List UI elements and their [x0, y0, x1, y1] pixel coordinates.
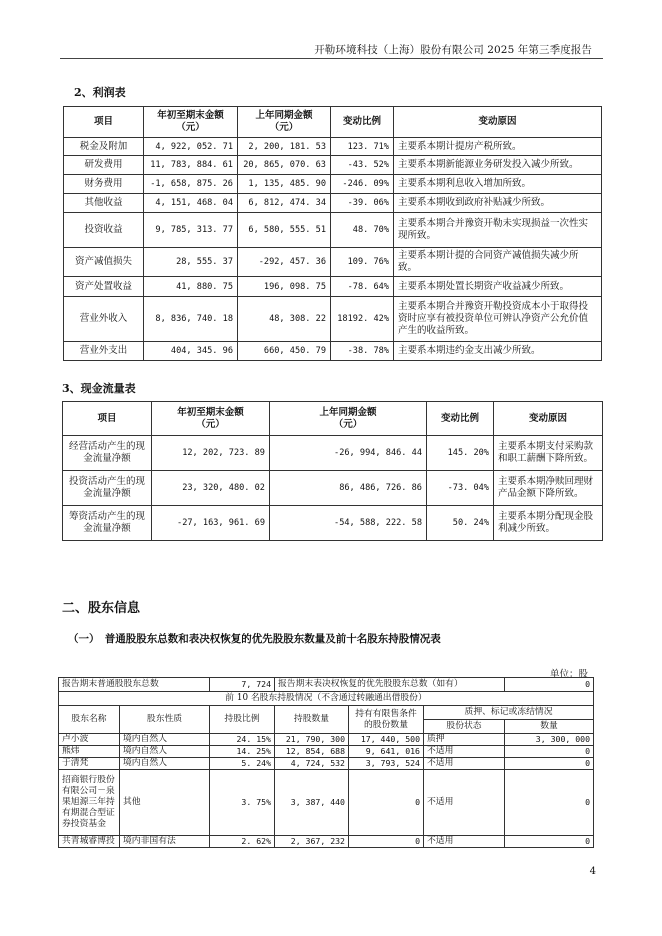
cash-header-row — [63, 402, 603, 436]
shareholder-nature: 其他 — [120, 770, 210, 836]
shareholder-ratio: 2. 62% — [210, 836, 275, 848]
row-change: 50. 24% — [427, 506, 494, 541]
row-prior: 196, 098. 75 — [238, 277, 331, 297]
row-change: 18192. 42% — [331, 297, 394, 342]
table-row — [64, 194, 602, 213]
cash-section-title: 3、现金流量表 — [62, 382, 136, 395]
row-reason: 主要系本期支付采购款和职工薪酬下降所致。 — [494, 436, 603, 471]
col-share-status: 股份状态 — [424, 720, 505, 734]
row-current: 9, 785, 313. 77 — [144, 213, 238, 248]
shareholder-pledge-count: 0 — [505, 770, 594, 836]
row-item: 投资收益 — [64, 213, 144, 248]
shareholder-status: 不适用 — [424, 836, 505, 848]
shareholder-restricted: 9, 641, 016 — [349, 746, 424, 758]
summary-row — [59, 678, 594, 692]
shareholder-pledge-count: 0 — [505, 836, 594, 848]
col-restricted: 持有有限售条件的股份数量 — [349, 706, 424, 734]
profit-col-current: 年初至期末金额 （元） — [144, 107, 238, 138]
table-row — [59, 758, 594, 770]
row-item: 财务费用 — [64, 175, 144, 194]
shareholder-quantity: 2, 367, 232 — [275, 836, 349, 848]
table-row — [63, 506, 603, 541]
shareholder-quantity: 3, 387, 440 — [275, 770, 349, 836]
shareholder-name: 共青城睿博投 — [59, 836, 120, 848]
table-row — [64, 156, 602, 175]
cash-col-prior: 上年同期金额 （元） — [270, 402, 427, 436]
table-row — [59, 770, 594, 836]
row-item: 营业外收入 — [64, 297, 144, 342]
profit-table — [63, 106, 602, 361]
table-row — [64, 297, 602, 342]
cash-col-current: 年初至期末金额 （元） — [152, 402, 270, 436]
row-current: 4, 922, 052. 71 — [144, 138, 238, 156]
shareholders-subtitle: （一） 普通股股东总数和表决权恢复的优先股股东数量及前十名股东持股情况表 — [68, 633, 441, 645]
row-current: 404, 345. 96 — [144, 342, 238, 361]
row-change: -38. 78% — [331, 342, 394, 361]
row-current: -1, 658, 875. 26 — [144, 175, 238, 194]
total-holders-value: 7, 724 — [210, 678, 275, 692]
shareholder-name: 熊炜 — [59, 746, 120, 758]
row-change: 109. 76% — [331, 248, 394, 277]
profit-col-prior: 上年同期金额 （元） — [238, 107, 331, 138]
row-prior: 2, 200, 181. 53 — [238, 138, 331, 156]
row-reason: 主要系本期违约金支出减少所致。 — [394, 342, 602, 361]
row-change: -73. 04% — [427, 471, 494, 506]
row-prior: 6, 580, 555. 51 — [238, 213, 331, 248]
row-item: 经营活动产生的现金流量净额 — [63, 436, 152, 471]
shareholder-status: 不适用 — [424, 770, 505, 836]
row-prior: -54, 588, 222. 58 — [270, 506, 427, 541]
shareholder-name: 招商银行股份有限公司－泉果旭源三年持有期混合型证券投资基金 — [59, 770, 120, 836]
shareholder-status: 不适用 — [424, 746, 505, 758]
row-change: -78. 64% — [331, 277, 394, 297]
row-reason: 主要系本期新能源业务研发投入减少所致。 — [394, 156, 602, 175]
row-item: 研发费用 — [64, 156, 144, 175]
shareholders-section-title: 二、股东信息 — [62, 601, 141, 616]
row-prior: 48, 308. 22 — [238, 297, 331, 342]
row-current: 12, 202, 723. 89 — [152, 436, 270, 471]
row-current: 11, 783, 884. 61 — [144, 156, 238, 175]
row-item: 资产处置收益 — [64, 277, 144, 297]
cash-col-item: 项目 — [63, 402, 152, 436]
unit-label: 单位：股 — [549, 669, 588, 680]
shareholders-table — [58, 677, 594, 848]
profit-header-row — [64, 107, 602, 138]
shareholder-quantity: 12, 854, 688 — [275, 746, 349, 758]
row-current: 8, 836, 740. 18 — [144, 297, 238, 342]
shareholder-nature: 境内自然人 — [120, 746, 210, 758]
row-item: 投资活动产生的现金流量净额 — [63, 471, 152, 506]
row-reason: 主要系本期合并豫资开勒未实现损益一次性实现所致。 — [394, 213, 602, 248]
row-current: 4, 151, 468. 04 — [144, 194, 238, 213]
shareholder-ratio: 5. 24% — [210, 758, 275, 770]
table-row — [64, 342, 602, 361]
col-ratio: 持股比例 — [210, 706, 275, 734]
table-row — [64, 248, 602, 277]
shareholder-nature: 境内自然人 — [120, 734, 210, 746]
table-row — [59, 746, 594, 758]
profit-col-reason: 变动原因 — [394, 107, 602, 138]
table-row — [63, 471, 603, 506]
shareholder-restricted: 0 — [349, 836, 424, 848]
row-current: -27, 163, 961. 69 — [152, 506, 270, 541]
row-change: -43. 52% — [331, 156, 394, 175]
row-item: 税金及附加 — [64, 138, 144, 156]
col-pledge-count: 数量 — [505, 720, 594, 734]
row-change: 145. 20% — [427, 436, 494, 471]
profit-col-item: 项目 — [64, 107, 144, 138]
table-row — [64, 138, 602, 156]
page-number: 4 — [589, 866, 596, 877]
row-change: -246. 09% — [331, 175, 394, 194]
shareholder-restricted: 0 — [349, 770, 424, 836]
shareholder-quantity: 21, 790, 300 — [275, 734, 349, 746]
table-row — [63, 436, 603, 471]
col-shareholder-nature: 股东性质 — [120, 706, 210, 734]
row-reason: 主要系本期收到政府补贴减少所致。 — [394, 194, 602, 213]
row-current: 23, 320, 480. 02 — [152, 471, 270, 506]
shareholder-ratio: 3. 75% — [210, 770, 275, 836]
row-item: 筹资活动产生的现金流量净额 — [63, 506, 152, 541]
row-reason: 主要系本期计提的合同资产减值损失减少所致。 — [394, 248, 602, 277]
shareholder-quantity: 4, 724, 532 — [275, 758, 349, 770]
shareholder-nature: 境内非国有法 — [120, 836, 210, 848]
profit-col-change: 变动比例 — [331, 107, 394, 138]
shareholder-name: 卢小波 — [59, 734, 120, 746]
cash-col-change: 变动比例 — [427, 402, 494, 436]
row-change: 48. 70% — [331, 213, 394, 248]
row-prior: 86, 486, 726. 86 — [270, 471, 427, 506]
shareholder-status: 不适用 — [424, 758, 505, 770]
row-reason: 主要系本期利息收入增加所致。 — [394, 175, 602, 194]
row-reason: 主要系本期净赎回理财产品金额下降所致。 — [494, 471, 603, 506]
shareholder-pledge-count: 3, 300, 000 — [505, 734, 594, 746]
col-quantity: 持股数量 — [275, 706, 349, 734]
header-row — [59, 706, 594, 720]
total-holders-label: 报告期末普通股股东总数 — [59, 678, 210, 692]
shareholder-pledge-count: 0 — [505, 746, 594, 758]
row-change: -39. 06% — [331, 194, 394, 213]
col-pledge: 质押、标记或冻结情况 — [424, 706, 594, 720]
shareholder-restricted: 17, 440, 500 — [349, 734, 424, 746]
header-divider — [60, 58, 603, 59]
shareholder-name: 于清梵 — [59, 758, 120, 770]
row-reason: 主要系本期处置长期资产收益减少所致。 — [394, 277, 602, 297]
table-row — [59, 734, 594, 746]
row-reason: 主要系本期计提房产税所致。 — [394, 138, 602, 156]
table-row — [64, 277, 602, 297]
shareholder-restricted: 3, 793, 524 — [349, 758, 424, 770]
cash-col-reason: 变动原因 — [494, 402, 603, 436]
row-prior: 6, 812, 474. 34 — [238, 194, 331, 213]
row-change: 123. 71% — [331, 138, 394, 156]
row-reason: 主要系本期分配现金股利减少所致。 — [494, 506, 603, 541]
shareholder-ratio: 14. 25% — [210, 746, 275, 758]
shareholder-pledge-count: 0 — [505, 758, 594, 770]
row-current: 41, 880. 75 — [144, 277, 238, 297]
row-prior: -292, 457. 36 — [238, 248, 331, 277]
col-shareholder-name: 股东名称 — [59, 706, 120, 734]
shareholder-ratio: 24. 15% — [210, 734, 275, 746]
table-row — [59, 836, 594, 848]
shareholder-nature: 境内自然人 — [120, 758, 210, 770]
preferred-holders-value: 0 — [505, 678, 594, 692]
shareholder-status: 质押 — [424, 734, 505, 746]
row-item: 营业外支出 — [64, 342, 144, 361]
row-item: 其他收益 — [64, 194, 144, 213]
top10-caption-row — [59, 692, 594, 706]
preferred-holders-label: 报告期末表决权恢复的优先股股东总数（如有） — [275, 678, 505, 692]
report-header-title: 开勒环境科技（上海）股份有限公司 2025 年第三季度报告 — [314, 44, 592, 56]
top10-caption: 前 10 名股东持股情况（不含通过转融通出借股份） — [59, 692, 594, 706]
table-row — [64, 213, 602, 248]
row-current: 28, 555. 37 — [144, 248, 238, 277]
row-reason: 主要系本期合并豫资开勒投资成本小于取得投资时应享有被投资单位可辨认净资产公允价值产生的收益所致。 — [394, 297, 602, 342]
table-row — [64, 175, 602, 194]
cash-table — [62, 401, 603, 541]
row-prior: 660, 450. 79 — [238, 342, 331, 361]
row-item: 资产减值损失 — [64, 248, 144, 277]
row-prior: 1, 135, 485. 90 — [238, 175, 331, 194]
row-prior: -26, 994, 846. 44 — [270, 436, 427, 471]
profit-section-title: 2、利润表 — [74, 86, 126, 99]
row-prior: 20, 865, 070. 63 — [238, 156, 331, 175]
